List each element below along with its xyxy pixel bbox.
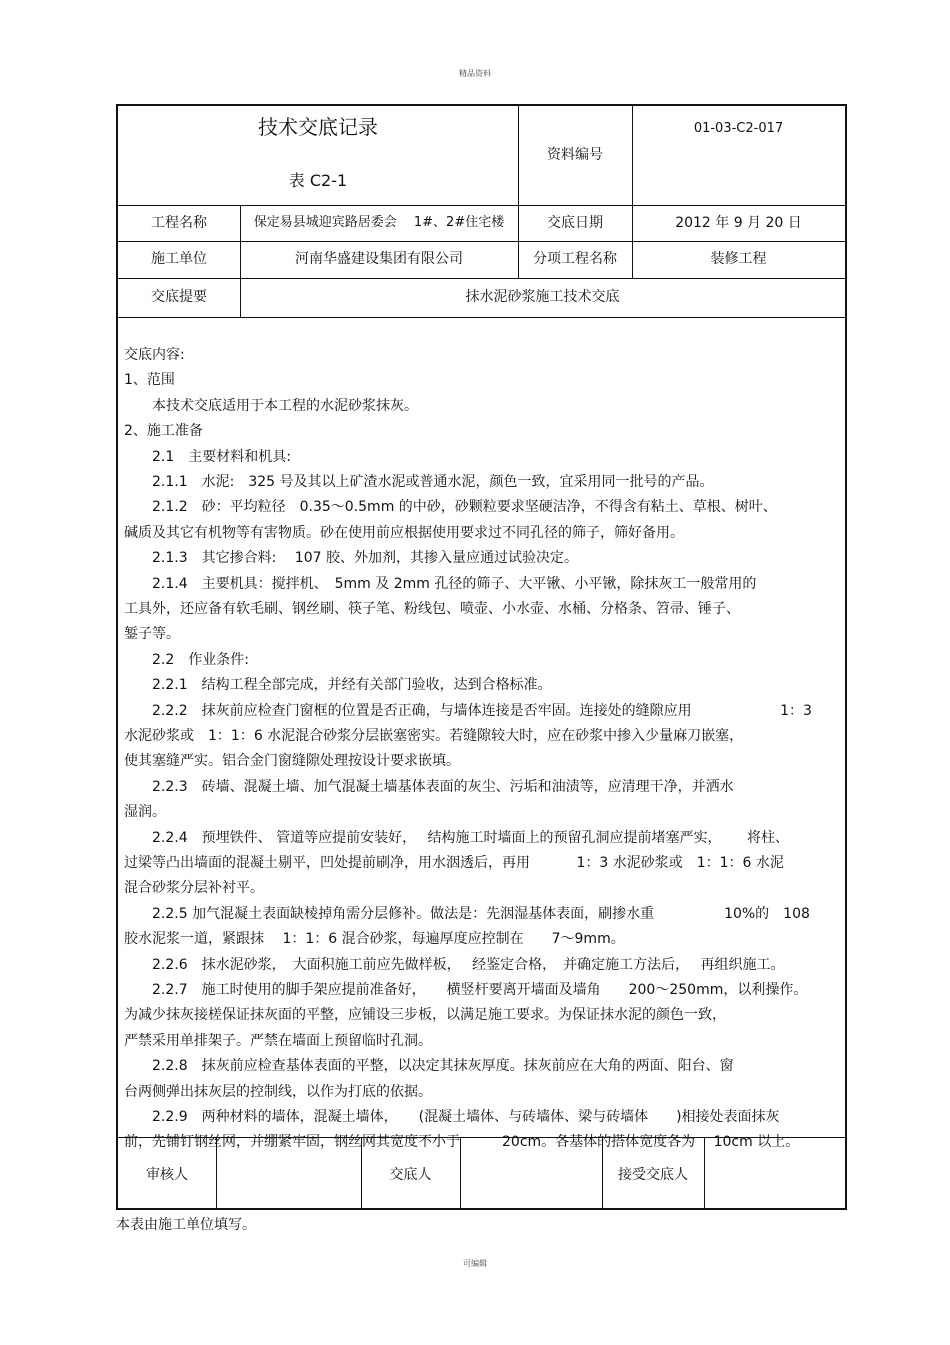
footer-remark: 本表由施工单位填写。 xyxy=(116,1217,256,1233)
content-line: 台两侧弹出抹灰层的控制线，以作为打底的依据。 xyxy=(124,1083,432,1100)
doc-number-value: 01-03-C2-017 xyxy=(693,121,784,136)
content-line: 胶水泥浆一道，紧跟抹 1：1：6 混合砂浆，每遍厚度应控制在 7～9mm。 xyxy=(124,931,625,948)
content-line: 錾子等。 xyxy=(124,626,180,643)
content-line: 为减少抹灰接槎保证抹灰面的平整，应铺设三步板，以满足施工要求。为保证抹水泥的颜色一致， xyxy=(124,1007,726,1024)
summary-label: 交底提要 xyxy=(151,289,207,305)
content-line: 2.2.3 砖墙、混凝土墙、加气混凝土墙基体表面的灰尘、污垢和油渍等，应清理干净，并洒水 xyxy=(124,778,734,795)
content-line: 前，先铺钉钢丝网，并绷紧牢固，钢丝网其宽度不小于 20cm。各基体的搭体宽度各为 10cm 以上。 xyxy=(124,1134,800,1151)
content-line: 2.1.3 其它掺合料: 107 胶、外加剂，其掺入量应通过试验决定。 xyxy=(124,550,578,567)
content-line: 1、范围 xyxy=(124,372,175,389)
content-line: 2.2.4 预埋铁件、 管道等应提前安装好， 结构施工时墙面上的预留孔洞应提前堵塞严实， 将柱、 xyxy=(124,829,789,846)
content-line: 2.1.2 砂：平均粒径 0.35～0.5mm 的中砂，砂颗粒要求坚硬洁净，不得含有粘土、草根、树叶、 xyxy=(124,499,777,516)
doc-number-label: 资料编号 xyxy=(547,147,603,163)
content-line: 2.1.1 水泥: 325 号及其以上矿渣水泥或普通水泥，颜色一致，宜采用同一批号的产品。 xyxy=(124,474,714,490)
discloser-label: 交底人 xyxy=(389,1167,432,1183)
summary-value: 抹水泥砂浆施工技术交底 xyxy=(465,289,620,305)
contractor-value: 河南华盛建设集团有限公司 xyxy=(295,251,463,267)
content-line: 湿润。 xyxy=(124,804,166,821)
content-line: 严禁采用单排架子。严禁在墙面上预留临时孔洞。 xyxy=(124,1032,432,1049)
row-divider xyxy=(118,205,845,206)
subproject-value: 装修工程 xyxy=(710,251,767,267)
content-line: 交底内容: xyxy=(124,347,185,363)
content-line: 本技术交底适用于本工程的水泥砂浆抹灰。 xyxy=(124,397,418,414)
date-label: 交底日期 xyxy=(547,215,603,231)
contractor-label: 施工单位 xyxy=(151,251,207,267)
content-line: 2.2.8 抹灰前应检查基体表面的平整，以决定其抹灰厚度。抹灰前应在大角的两面、阳台、窗 xyxy=(124,1058,734,1075)
date-value: 2012 年 9 月 20 日 xyxy=(675,215,802,231)
project-value: 保定易县城迎宾路居委会 1#、2#住宅楼 xyxy=(253,215,505,230)
disclosure-form xyxy=(116,104,847,1210)
content-line: 过梁等凸出墙面的混凝土剔平，凹处提前刷净，用水洇透后，再用 1：3 水泥砂浆或 1：1：6 水泥 xyxy=(124,855,784,871)
content-line: 水泥砂浆或 1：1：6 水泥混合砂浆分层嵌塞密实。若缝隙较大时，应在砂浆中掺入少量麻刀嵌塞， xyxy=(124,728,744,744)
content-line: 2.2.1 结构工程全部完成，并经有关部门验收，达到合格标准。 xyxy=(124,677,552,694)
row-divider xyxy=(118,317,845,318)
disclosure-content xyxy=(124,344,844,1151)
subproject-label: 分项工程名称 xyxy=(533,251,617,267)
row-divider xyxy=(118,241,845,242)
content-line: 2.1.4 主要机具：搅拌机、 5mm 及 2mm 孔径的筛子、大平锹、小平锹，除抹灰工一般常用的 xyxy=(124,575,757,592)
page-footer-note: 可编辑 xyxy=(463,1259,487,1268)
content-line: 2.2.5 加气混凝土表面缺棱掉角需分层修补。做法是：先洇湿基体表面，刷掺水重 10%的 108 xyxy=(124,905,810,922)
content-line: 2.2.2 抹灰前应检查门窗框的位置是否正确，与墙体连接是否牢固。连接处的缝隙应用 1：3 xyxy=(124,702,812,719)
table-number: 表 C2-1 xyxy=(288,171,348,190)
content-line: 2.1 主要材料和机具: xyxy=(124,448,291,465)
reviewer-label: 审核人 xyxy=(146,1167,188,1183)
content-line: 2、施工准备 xyxy=(124,423,203,440)
content-line: 2.2.6 抹水泥砂浆， 大面积施工前应先做样板， 经鉴定合格， 并确定施工方法后， 再组织施工。 xyxy=(124,956,785,973)
content-line: 2.2 作业条件: xyxy=(124,651,249,668)
receiver-label: 接受交底人 xyxy=(618,1167,688,1183)
form-title: 技术交底记录 xyxy=(258,115,378,139)
content-line: 2.2.7 施工时使用的脚手架应提前准备好， 横竖杆要离开墙面及墙角 200～250mm，以利操作。 xyxy=(124,982,808,998)
content-line: 工具外，还应备有软毛刷、钢丝刷、筷子笔、粉线包、喷壶、小水壶、水桶、分格条、笤帚、锤子、 xyxy=(124,601,740,617)
content-line: 使其塞缝严实。铝合金门窗缝隙处理按设计要求嵌填。 xyxy=(124,753,460,770)
content-line: 混合砂浆分层补衬平。 xyxy=(124,880,264,897)
page-header-note: 精品资料 xyxy=(459,69,491,78)
content-line: 2.2.9 两种材料的墙体，混凝土墙体， (混凝土墙体、与砖墙体、梁与砖墙体 )相接处表面抹灰 xyxy=(124,1109,780,1125)
row-divider xyxy=(118,278,845,279)
content-line: 碱质及其它有机物等有害物质。砂在使用前应根据使用要求过不同孔径的筛子，筛好备用。 xyxy=(124,524,684,541)
project-label: 工程名称 xyxy=(151,215,207,231)
